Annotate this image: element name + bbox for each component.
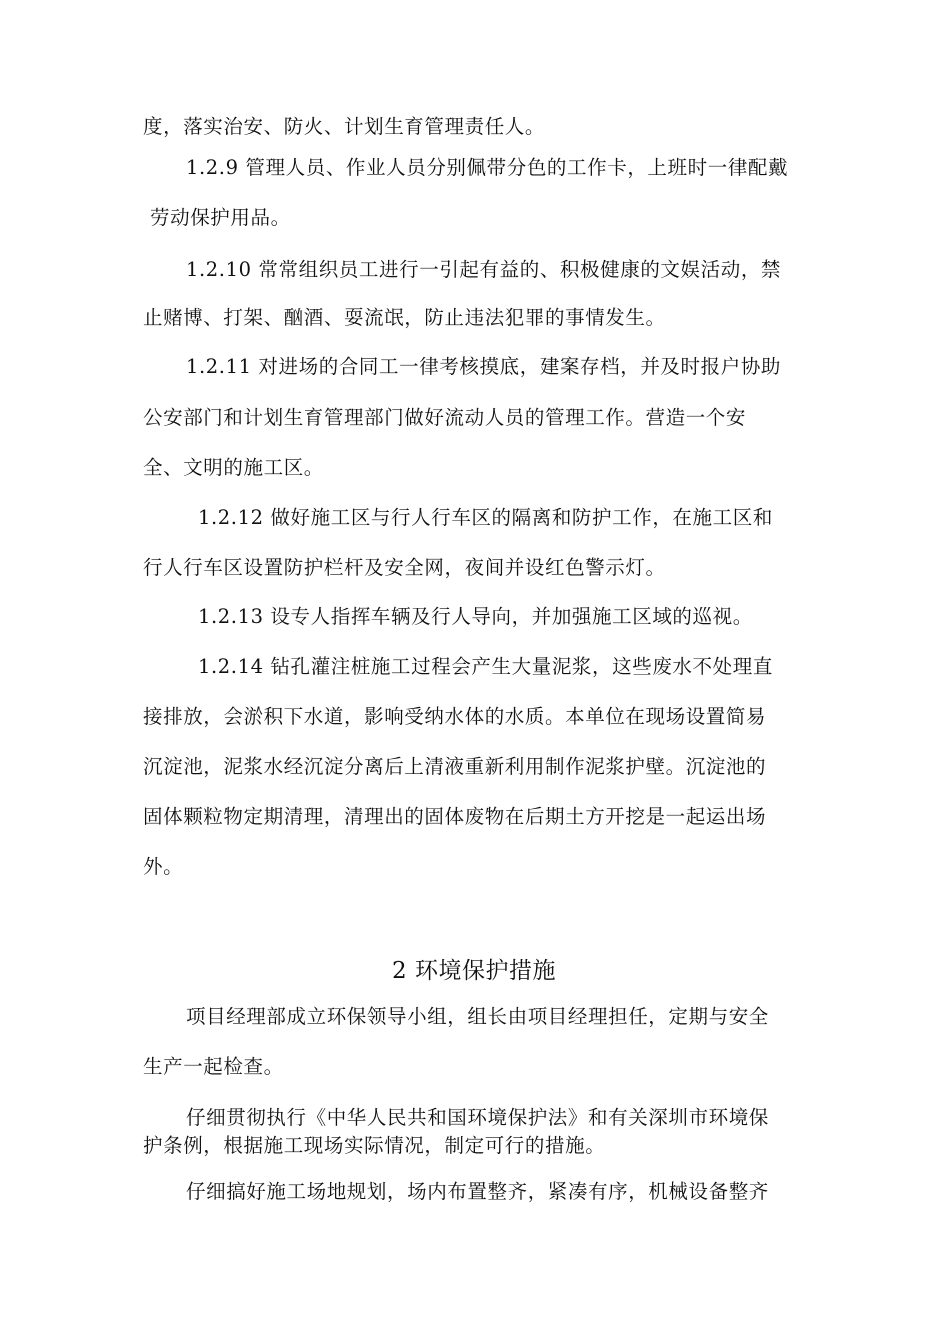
paragraph-line: 1.2.14 钻孔灌注桩施工过程会产生大量泥浆，这些废水不处理直 (198, 655, 773, 678)
paragraph-line: 1.2.12 做好施工区与行人行车区的隔离和防护工作，在施工区和 (198, 506, 773, 529)
paragraph-line: 项目经理部成立环保领导小组，组长由项目经理担任，定期与安全 (186, 1005, 769, 1028)
paragraph-line: 全、文明的施工区。 (143, 456, 324, 479)
paragraph-line: 沉淀池，泥浆水经沉淀分离后上清液重新利用制作泥浆护壁。沉淀池的 (143, 755, 767, 778)
paragraph-line: 固体颗粒物定期清理，清理出的固体废物在后期土方开挖是一起运出场 (143, 805, 767, 828)
paragraph-line: 仔细贯彻执行《中华人民共和国环境保护法》和有关深圳市环境保 (186, 1106, 769, 1129)
paragraph-line: 1.2.13 设专人指挥车辆及行人导向，并加强施工区域的巡视。 (198, 605, 753, 628)
section-heading: 2 环境保护措施 (392, 958, 556, 984)
paragraph-line: 行人行车区设置防护栏杆及安全网，夜间并设红色警示灯。 (143, 556, 666, 579)
paragraph-line: 1.2.10 常常组织员工进行一引起有益的、积极健康的文娱活动，禁 (186, 258, 782, 281)
paragraph-line: 1.2.9 管理人员、作业人员分别佩带分色的工作卡，上班时一律配戴 (186, 156, 789, 179)
paragraph-line: 护条例，根据施工现场实际情况，制定可行的措施。 (143, 1134, 606, 1157)
paragraph-line: 劳动保护用品。 (150, 206, 291, 229)
paragraph-line: 公安部门和计划生育管理部门做好流动人员的管理工作。营造一个安 (143, 406, 747, 429)
paragraph-line: 生产一起检查。 (143, 1055, 284, 1078)
paragraph-line: 外。 (143, 855, 184, 878)
paragraph-line: 接排放，会淤积下水道，影响受纳水体的水质。本单位在现场设置简易 (143, 705, 767, 728)
paragraph-line: 1.2.11 对进场的合同工一律考核摸底，建案存档，并及时报户协助 (186, 355, 782, 378)
paragraph-line: 度，落实治安、防火、计划生育管理责任人。 (143, 115, 546, 138)
paragraph-line: 止赌博、打架、酗酒、耍流氓，防止违法犯罪的事情发生。 (143, 306, 666, 329)
paragraph-line: 仔细搞好施工场地规划，场内布置整齐，紧凑有序，机械设备整齐 (186, 1180, 769, 1203)
